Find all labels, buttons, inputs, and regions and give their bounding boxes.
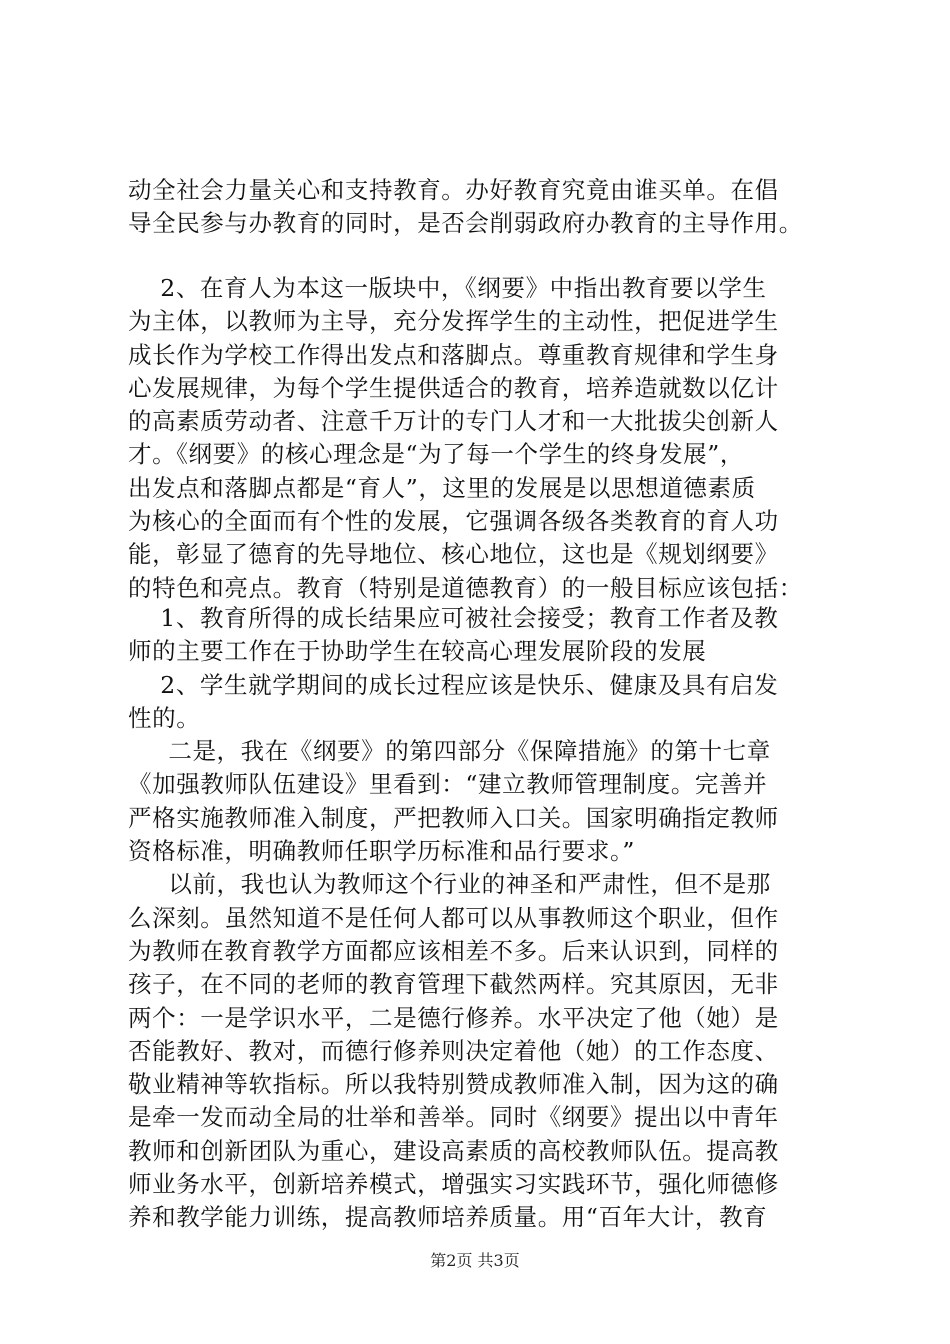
page-footer: 第2页 共3页 — [430, 1251, 520, 1270]
text-line: 二是，我在《纲要》的第四部分《保障措施》的第十七章 — [128, 737, 771, 766]
paragraph-block-2 — [128, 272, 848, 605]
text-line: 的特色和亮点。教育（特别是道德教育）的一般目标应该包括： — [128, 573, 803, 602]
text-line: 心发展规律，为每个学生提供适合的教育，培养造就数以亿计 — [128, 373, 779, 402]
text-line: 成长作为学校工作得出发点和落脚点。尊重教育规律和学生身 — [128, 340, 779, 369]
text-line: 《加强教师队伍建设》里看到：“建立教师管理制度。完善并 — [128, 770, 768, 799]
text-line: 为主体，以教师为主导，充分发挥学生的主动性，把促进学生 — [128, 307, 779, 336]
text-line: 两个：一是学识水平，二是德行修养。水平决定了他（她）是 — [128, 1003, 779, 1032]
text-line: 才。《纲要》的核心理念是“为了每一个学生的终身发展”， — [128, 440, 744, 469]
text-line: 严格实施教师准入制度，严把教师入口关。国家明确指定教师 — [128, 803, 779, 832]
paragraph-block-1 — [128, 174, 848, 241]
text-line: 是牵一发而动全局的壮举和善举。同时《纲要》提出以中青年 — [128, 1103, 779, 1132]
text-line: 能，彰显了德育的先导地位、核心地位，这也是《规划纲要》 — [128, 540, 779, 569]
text-line: 师的主要工作在于协助学生在较高心理发展阶段的发展 — [128, 637, 707, 666]
text-line: 以前，我也认为教师这个行业的神圣和严肃性，但不是那 — [128, 870, 771, 899]
text-line: 教师和创新团队为重心，建设高素质的高校教师队伍。提高教 — [128, 1136, 779, 1165]
text-line: 为教师在教育教学方面都应该相差不多。后来认识到，同样的 — [128, 936, 779, 965]
text-line: 导全民参与办教育的同时，是否会削弱政府办教育的主导作用。 — [128, 209, 803, 238]
text-line: 动全社会力量关心和支持教育。办好教育究竟由谁买单。在倡 — [128, 176, 779, 204]
text-line: 敬业精神等软指标。所以我特别赞成教师准入制，因为这的确 — [128, 1070, 779, 1099]
text-line: 2、学生就学期间的成长过程应该是快乐、健康及具有启发 — [128, 670, 779, 699]
text-line: 否能教好、教对，而德行修养则决定着他（她）的工作态度、 — [128, 1036, 779, 1065]
text-line: 资格标准，明确教师任职学历标准和品行要求。” — [128, 837, 635, 866]
text-line: 孩子，在不同的老师的教育管理下截然两样。究其原因，无非 — [128, 970, 779, 999]
text-line: 么深刻。虽然知道不是任何人都可以从事教师这个职业，但作 — [128, 903, 779, 932]
text-line: 养和教学能力训练，提高教师培养质量。用“百年大计，教育 — [128, 1203, 768, 1232]
text-line: 1、教育所得的成长结果应可被社会接受；教育工作者及教 — [128, 604, 779, 632]
text-line: 师业务水平，创新培养模式，增强实习实践环节，强化师德修 — [128, 1170, 779, 1199]
text-line: 出发点和落脚点都是“育人”，这里的发展是以思想道德素质 — [128, 473, 756, 502]
text-line: 为核心的全面而有个性的发展，它强调各级各类教育的育人功 — [128, 507, 779, 536]
text-line: 的高素质劳动者、注意千万计的专门人才和一大批拔尖创新人 — [128, 407, 779, 436]
text-line: 性的。 — [128, 703, 201, 732]
paragraph-block-3 — [128, 602, 848, 1235]
text-line: 2、在育人为本这一版块中，《纲要》中指出教育要以学生 — [128, 274, 767, 302]
